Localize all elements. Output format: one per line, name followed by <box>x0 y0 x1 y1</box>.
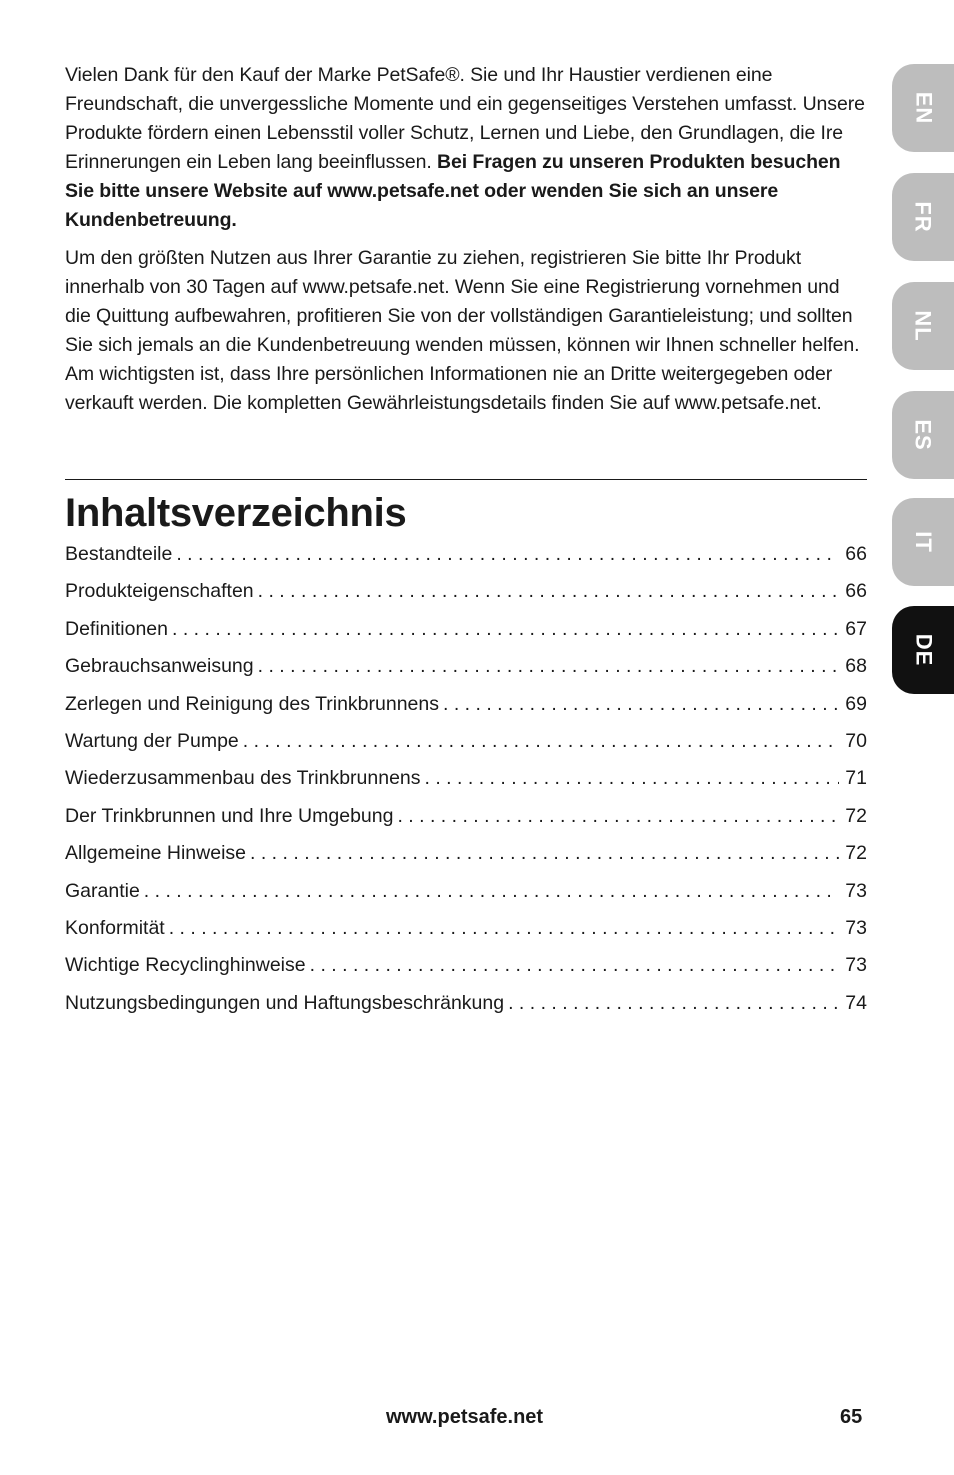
toc-entry-label: Konformität <box>65 916 165 939</box>
lang-tab-es[interactable] <box>892 391 954 479</box>
toc-leader-dots <box>397 798 839 835</box>
toc-entry[interactable] <box>65 910 867 947</box>
lang-tab-it[interactable] <box>892 498 954 586</box>
intro-text: Vielen Dank für den Kauf der Marke PetSafe®. Sie und Ihr Haustier verdienen eine Freundschaft, die unvergessliche Momente und ein gegenseitiges Verstehen umfasst. Unsere Produkte fördern einen Lebensstil voller Schutz, Lernen und Liebe, den Grundlagen, die Ire Erinnerungen ein Leben lang beeinflussen. <box>65 64 865 173</box>
toc-entry-page: 67 <box>845 617 867 640</box>
toc-entry-page: 72 <box>845 804 867 827</box>
toc-entry[interactable] <box>65 536 867 573</box>
toc-entry-label: Gebrauchsanweisung <box>65 655 254 678</box>
toc-entry-page: 68 <box>845 655 867 678</box>
toc-entry-label: Allgemeine Hinweise <box>65 842 247 865</box>
toc-entry-label: Nutzungsbedingungen und Haftungsbeschränkung <box>65 991 505 1014</box>
toc-entry-label: Produkteigenschaften <box>65 580 254 603</box>
lang-tab-en[interactable] <box>892 64 954 152</box>
toc-entry-label: Der Trinkbrunnen und Ihre Umgebung <box>65 804 394 827</box>
lang-tab-de[interactable] <box>892 606 954 694</box>
lang-tab-label: EN <box>911 91 936 125</box>
intro-paragraph-2: Um den größten Nutzen aus Ihrer Garantie zu ziehen, registrieren Sie bitte Ihr Produkt innerhalb von 30 Tagen auf www.petsafe.net. Wenn Sie eine Registrierung vornehmen und die Quittung aufbewahren, profitieren Sie von der vollständigen Garantieleistung; und sollten Sie sich jemals an die Kundenbetreuung wenden müssen, können wir Ihnen schneller helfen. Am wichtigsten ist, dass Ihre persönlichen Informationen nie an Dritte weitergegeben oder verkauft werden. Die kompletten Gewährleistungsdetails finden Sie auf www.petsafe.net. <box>65 247 860 414</box>
intro-bold-text: Bei Fragen zu unseren Produkten besuchen Sie bitte unsere Website auf www.petsafe.net oder wenden Sie sich an unsere Kundenbetreuung. <box>65 151 841 231</box>
toc-leader-dots <box>250 835 839 872</box>
lang-tab-label: IT <box>911 531 936 553</box>
toc-entry-label: Garantie <box>65 879 140 902</box>
toc-list <box>65 536 867 1022</box>
toc-entry-page: 70 <box>845 729 867 752</box>
section-divider <box>65 479 867 480</box>
page-number: 65 <box>840 1406 863 1428</box>
lang-tab-label: ES <box>910 419 936 451</box>
toc-entry[interactable] <box>65 873 867 910</box>
lang-tab-label: NL <box>910 310 936 342</box>
toc-entry-label: Wichtige Recyclinghinweise <box>65 954 306 977</box>
toc-entry[interactable] <box>65 760 867 797</box>
toc-entry-page: 72 <box>845 842 867 865</box>
toc-entry[interactable] <box>65 686 867 723</box>
toc-entry[interactable] <box>65 985 867 1022</box>
toc-entry[interactable] <box>65 835 867 872</box>
toc-entry-label: Definitionen <box>65 617 168 640</box>
intro-paragraph-1 <box>65 61 865 235</box>
toc-entry[interactable] <box>65 611 867 648</box>
toc-entry-page: 69 <box>845 692 867 715</box>
toc-leader-dots <box>258 648 839 685</box>
toc-leader-dots <box>443 686 839 723</box>
toc-entry-label: Zerlegen und Reinigung des Trinkbrunnens <box>65 692 439 715</box>
toc-leader-dots <box>176 536 839 573</box>
toc-leader-dots <box>508 985 839 1022</box>
toc-leader-dots <box>258 573 839 610</box>
intro-section <box>65 61 865 427</box>
toc-leader-dots <box>172 611 839 648</box>
toc-entry-page: 71 <box>845 767 867 790</box>
footer-url[interactable]: www.petsafe.net <box>386 1406 544 1428</box>
toc-entry-label: Wartung der Pumpe <box>65 729 239 752</box>
toc-entry[interactable] <box>65 798 867 835</box>
toc-leader-dots <box>310 947 839 984</box>
lang-tab-nl[interactable] <box>892 282 954 370</box>
toc-entry-page: 73 <box>845 954 867 977</box>
lang-tab-fr[interactable] <box>892 173 954 261</box>
toc-entry-page: 66 <box>845 543 867 565</box>
toc-leader-dots <box>144 873 839 910</box>
toc-title: Inhaltsverzeichnis <box>65 491 407 535</box>
toc-entry-page: 73 <box>845 879 867 902</box>
lang-tab-label: FR <box>910 201 936 233</box>
toc-entry-page: 66 <box>845 580 867 603</box>
toc-entry[interactable] <box>65 947 867 984</box>
lang-tab-label: DE <box>911 633 936 667</box>
toc-leader-dots <box>169 910 839 947</box>
toc-entry[interactable] <box>65 648 867 685</box>
toc-entry-page: 73 <box>845 916 867 939</box>
toc-entry-label: Wiederzusammenbau des Trinkbrunnens <box>65 767 421 790</box>
toc-entry[interactable] <box>65 723 867 760</box>
toc-entry-page: 74 <box>845 991 867 1014</box>
toc-leader-dots <box>425 760 839 797</box>
toc-leader-dots <box>243 723 839 760</box>
toc-entry-label: Bestandteile <box>65 543 173 565</box>
toc-entry[interactable] <box>65 573 867 610</box>
